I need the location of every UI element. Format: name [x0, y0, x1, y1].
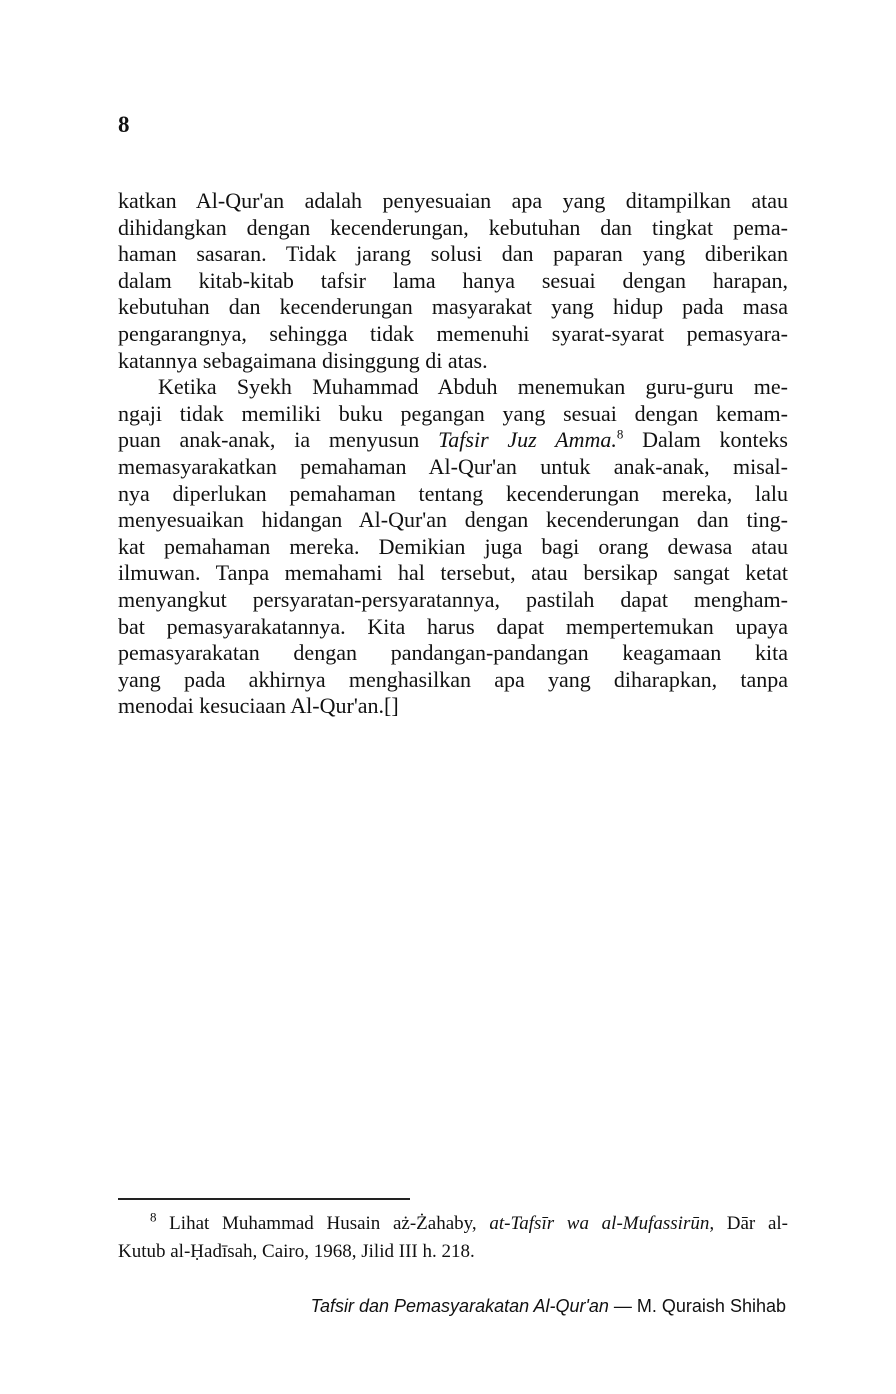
body-text — [118, 188, 788, 720]
paragraph-line: menyangkut persyaratan-persyaratannya, pastilah dapat mengham- — [118, 586, 788, 612]
paragraph-line: ngaji tidak memiliki buku pegangan yang sesuai dengan kemam- — [118, 400, 788, 426]
book-title: Tafsir Juz Amma. — [438, 427, 617, 453]
paragraph-line: menodai kesuciaan Al-Qur'an.[] — [118, 693, 399, 719]
running-footer — [311, 1296, 786, 1317]
footer-title: Tafsir dan Pemasyarakatan Al-Qur'an — [310, 1296, 609, 1316]
footnote-line — [118, 1210, 788, 1238]
paragraph-2 — [118, 374, 788, 720]
paragraph-1 — [118, 188, 788, 374]
footnote-line: Kutub al-Ḥadīsah, Cairo, 1968, Jilid III h. 218. — [118, 1241, 475, 1262]
paragraph-line: menyesuaikan hidangan Al-Qur'an dengan kecenderungan dan ting- — [118, 507, 788, 533]
paragraph-line: haman sasaran. Tidak jarang solusi dan paparan yang diberikan — [118, 241, 788, 267]
paragraph-line: Ketika Syekh Muhammad Abduh menemukan guru-guru me- — [158, 374, 788, 400]
paragraph-line: katannya sebagaimana disinggung di atas. — [118, 347, 488, 373]
paragraph-line: yang pada akhirnya menghasilkan apa yang diharapkan, tanpa — [118, 666, 788, 692]
paragraph-line — [118, 427, 788, 454]
paragraph-line: kat pemahaman mereka. Demikian juga bagi orang dewasa atau — [118, 533, 788, 559]
paragraph-line: nya diperlukan pemahaman tentang kecenderungan mereka, lalu — [118, 480, 788, 506]
footnote-marker: 8 — [150, 1209, 157, 1225]
footnote-text: Dār al- — [714, 1213, 788, 1234]
paragraph-line: pemasyarakatan dengan pandangan-pandangan keagamaan kita — [118, 640, 788, 666]
paragraph-line: memasyarakatkan pemahaman Al-Qur'an untuk anak-anak, misal- — [118, 453, 788, 479]
paragraph-line: katkan Al-Qur'an adalah penyesuaian apa yang ditampilkan atau — [118, 188, 788, 213]
paragraph-line: dalam kitab-kitab tafsir lama hanya sesuai dengan harapan, — [118, 267, 788, 293]
footer-author: M. Quraish Shihab — [636, 1296, 786, 1316]
footnote-divider — [118, 1198, 410, 1200]
footnote-reference[interactable]: 8 — [616, 427, 624, 443]
paragraph-line: dihidangkan dengan kecenderungan, kebutuhan dan tingkat pema- — [118, 214, 788, 240]
paragraph-line: kebutuhan dan kecenderungan masyarakat yang hidup pada masa — [118, 294, 788, 320]
page-number: 8 — [118, 112, 130, 137]
inline-text: puan anak-anak, ia menyusun — [118, 427, 439, 453]
paragraph-line: pengarangnya, sehingga tidak memenuhi syarat-syarat pemasyara- — [118, 320, 788, 346]
paragraph-line: bat pemasyarakatannya. Kita harus dapat mempertemukan upaya — [118, 613, 788, 639]
footnote-text: Lihat Muhammad Husain aż-Żahaby, — [156, 1213, 490, 1234]
paragraph-line: ilmuwan. Tanpa memahami hal tersebut, atau bersikap sangat ketat — [118, 560, 788, 586]
inline-text: Dalam konteks — [623, 427, 788, 453]
footnote — [118, 1210, 788, 1266]
footer-dash: — — [608, 1296, 637, 1316]
cited-book-title: at-Tafsīr wa al-Mufassirūn, — [489, 1213, 715, 1234]
